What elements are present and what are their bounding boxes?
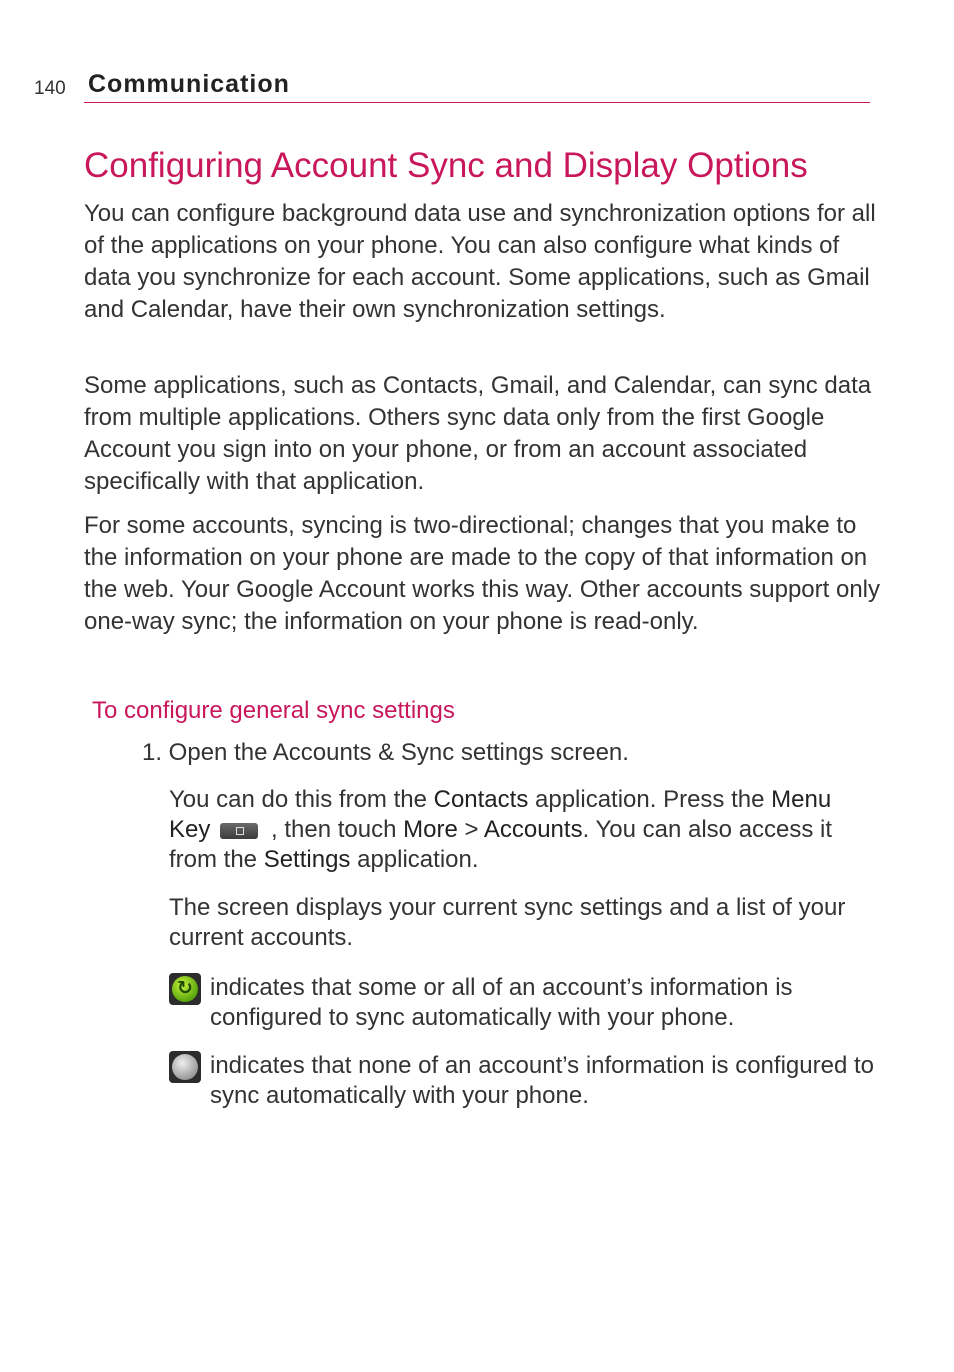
sync-disabled-icon <box>169 1051 201 1083</box>
subheading: To configure general sync settings <box>92 697 455 724</box>
accounts-label: Accounts <box>483 816 583 843</box>
intro-paragraph-3: For some accounts, syncing is two-directional; changes that you make to the information on your phone are made to the copy of that information on the web. Your Google Account works this way. Other accounts support only one-way sync; the information on your phone is read-only. <box>84 512 880 635</box>
detail-text: . You can also access it from the <box>169 816 833 873</box>
page-number: 140 <box>34 78 66 99</box>
screen-description: The screen displays your current sync settings and a list of your current accounts. <box>169 894 846 951</box>
header-rule <box>84 102 870 103</box>
menu-key-icon <box>220 823 258 839</box>
menu-key-label: Menu Key <box>169 786 832 843</box>
step-1-detail <box>169 785 879 875</box>
detail-text: application. <box>350 846 479 873</box>
settings-app-label: Settings <box>263 846 351 873</box>
sync-disabled-description: indicates that none of an account’s information is configured to sync automatically with your phone. <box>210 1052 874 1109</box>
step-1: 1. Open the Accounts & Sync settings screen. <box>142 739 629 766</box>
sync-enabled-description: indicates that some or all of an account’s information is configured to sync automatically with your phone. <box>210 974 793 1031</box>
intro-paragraph-1: You can configure background data use and synchronization options for all of the applications on your phone. You can also configure what kinds of data you synchronize for each account. Some applications, such as Gmail and Calendar, have their own synchronization settings. <box>84 200 876 323</box>
detail-text: , then touch <box>264 816 404 843</box>
intro-paragraph-2: Some applications, such as Contacts, Gmail, and Calendar, can sync data from multiple applications. Others sync data only from the first Google Account you sign into on your phone, or from an account associated specifically with that application. <box>84 372 872 495</box>
detail-text: > <box>457 816 484 843</box>
page-title: Configuring Account Sync and Display Options <box>84 146 808 185</box>
detail-text: You can do this from the <box>169 786 434 813</box>
more-label: More <box>403 816 458 843</box>
detail-text: application. Press the <box>528 786 772 813</box>
sync-enabled-icon <box>169 973 201 1005</box>
contacts-app-label: Contacts <box>433 786 529 813</box>
section-label: Communication <box>88 70 290 98</box>
